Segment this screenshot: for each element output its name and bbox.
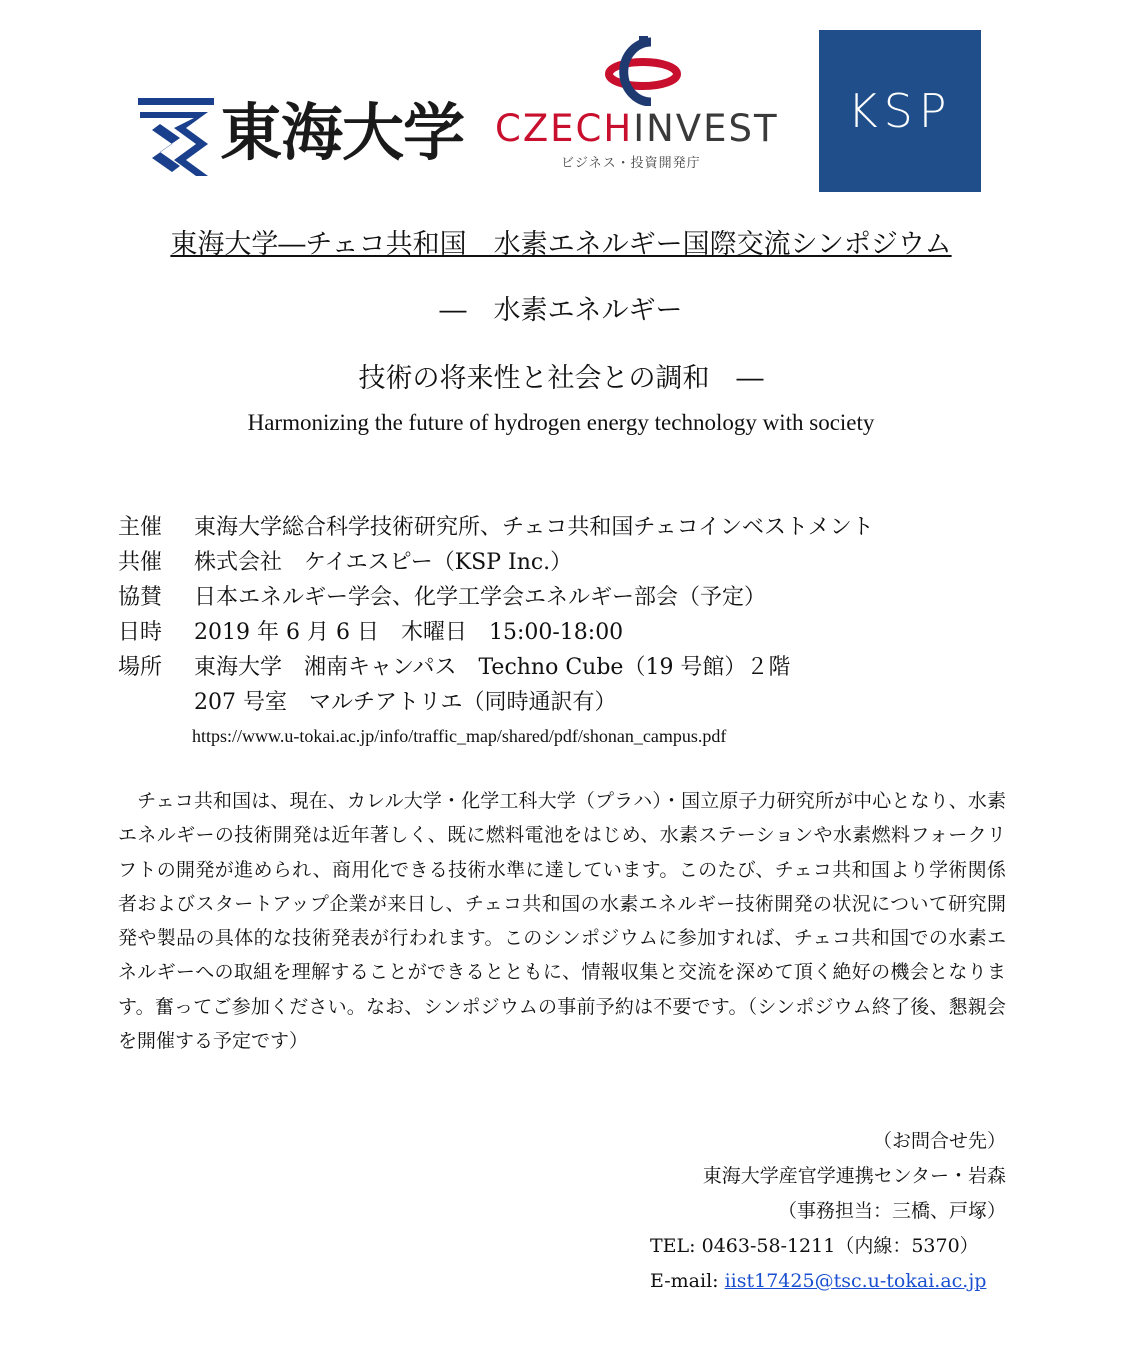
detail-label: 場所 <box>118 655 163 680</box>
detail-value: 株式会社 ケイエスピー（KSP Inc.） <box>194 550 573 575</box>
detail-value: 2019 年 6 月 6 日 木曜日 15:00-18:00 <box>194 620 624 645</box>
subtitle-line-2: 技術の将来性と社会との調和 ― <box>358 363 764 394</box>
czechinvest-logo <box>495 36 795 176</box>
czech-text: CZECH <box>495 107 634 150</box>
detail-label: 協賛 <box>118 585 163 610</box>
english-title: Harmonizing the future of hydrogen energy technology with society <box>247 410 875 435</box>
tokai-logo-text: 東海大学 <box>220 96 465 169</box>
czechinvest-wordmark <box>495 107 779 150</box>
contact-heading: （お問合せ先） <box>872 1130 1006 1152</box>
detail-value: 東海大学総合科学技術研究所、チェコ共和国チェコインベストメント <box>194 515 874 540</box>
page-title: 東海大学―チェコ共和国 水素エネルギー国際交流シンポジウム <box>170 229 952 260</box>
detail-support <box>118 580 1018 615</box>
detail-cohost <box>118 545 1018 580</box>
campus-map-url[interactable]: https://www.u-tokai.ac.jp/info/traffic_map/shared/pdf/shonan_campus.pdf <box>192 726 727 746</box>
logo-row <box>0 30 1122 195</box>
detail-value: 日本エネルギー学会、化学工学会エネルギー部会（予定） <box>194 585 767 610</box>
ksp-logo <box>819 30 981 192</box>
email-link[interactable]: iist17425@tsc.u-tokai.ac.jp <box>724 1270 987 1292</box>
detail-label: 日時 <box>118 620 163 645</box>
contact-staff: （事務担当：三橋、戸塚） <box>777 1200 1006 1222</box>
invest-text: INVEST <box>633 107 779 150</box>
subtitle-line-1: ― 水素エネルギー <box>439 295 683 326</box>
detail-label: 共催 <box>118 550 163 575</box>
contact-organization: 東海大学産官学連携センター・岩森 <box>702 1165 1006 1187</box>
description-paragraph: チェコ共和国は、現在、カレル大学・化学工科大学（プラハ）・国立原子力研究所が中心となり、水素エネルギーの技術開発は近年著しく、既に燃料電池をはじめ、水素ステーションや水素燃料フォークリフトの開発が進められ、商用化できる技術水準に達しています。このたび、チェコ共和国より学術関係者およびスタートアップ企業が来日し、チェコ共和国の水素エネルギー技術開発の状況について研究開発や製品の具体的な技術発表が行われます。このシンポジウムに参加すれば、チェコ共和国での水素エネルギーへの取組を理解することができるとともに、情報収集と交流を深めて頂く絶好の機会となります。奮ってご参加ください。なお、シンポジウムの事前予約は不要です。（シンポジウム終了後、懇親会を開催する予定です） <box>118 790 1006 1053</box>
detail-venue <box>118 650 1018 685</box>
ksp-logo-text: KSP <box>847 84 953 138</box>
czechinvest-subtitle: ビジネス・投資開発庁 <box>561 156 701 171</box>
detail-datetime <box>118 615 1018 650</box>
contact-block <box>650 1124 1006 1299</box>
detail-organizer <box>118 510 1018 545</box>
event-details <box>118 510 1018 752</box>
contact-email-row <box>650 1264 1006 1299</box>
tokai-university-logo <box>138 96 465 178</box>
email-label: E-mail: <box>650 1270 725 1292</box>
detail-label: 主催 <box>118 515 163 540</box>
czechinvest-emblem-icon <box>603 36 683 106</box>
tokai-wave-icon <box>138 98 214 176</box>
detail-value: 東海大学 湘南キャンパス Techno Cube（19 号館）２階 <box>194 655 791 680</box>
detail-venue-room: 207 号室 マルチアトリエ（同時通訳有） <box>194 690 617 715</box>
contact-phone: TEL: 0463-58-1211（内線：5370） <box>650 1235 979 1257</box>
